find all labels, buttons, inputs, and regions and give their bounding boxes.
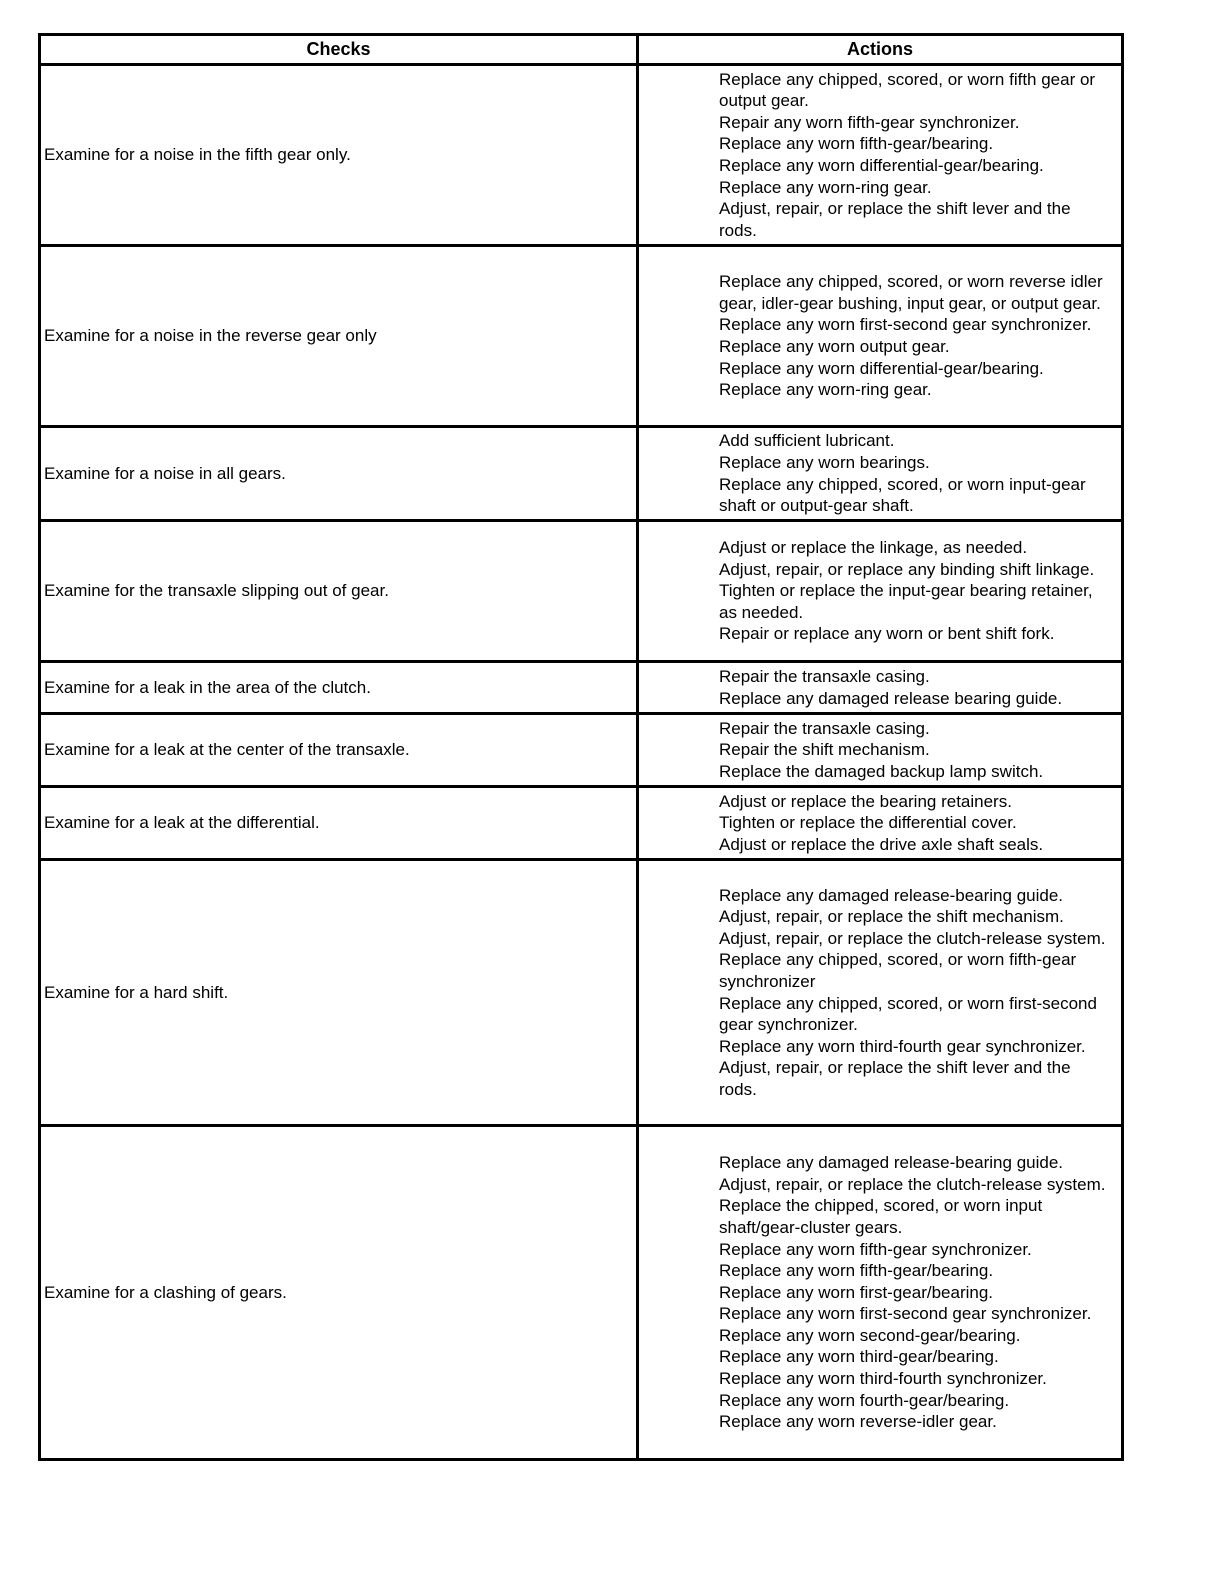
table-row	[40, 1126, 1123, 1460]
table-body	[40, 65, 1123, 1460]
action-item: Replace any worn fifth-gear/bearing.	[719, 134, 994, 154]
check-cell: Examine for a noise in the reverse gear only	[40, 246, 638, 427]
actions-cell	[638, 521, 1123, 662]
actions-cell	[638, 65, 1123, 246]
action-item: Tighten or replace the differential cover.	[719, 813, 1017, 833]
action-item: Repair or replace any worn or bent shift fork.	[719, 624, 1055, 644]
table-row	[40, 65, 1123, 246]
table-row	[40, 246, 1123, 427]
check-cell: Examine for a hard shift.	[40, 860, 638, 1126]
action-item: Replace any worn second-gear/bearing.	[719, 1325, 1021, 1345]
action-item: Replace any worn first-second gear synchronizer.	[719, 315, 1092, 335]
check-cell: Examine for a noise in the fifth gear only.	[40, 65, 638, 246]
action-item: Tighten or replace the input-gear bearing retainer, as needed.	[719, 581, 1093, 622]
actions-column-header: Actions	[638, 35, 1123, 65]
checks-column-header: Checks	[40, 35, 638, 65]
actions-cell	[638, 246, 1123, 427]
action-item: Replace any worn first-second gear synchronizer.	[719, 1304, 1092, 1324]
action-item: Replace any damaged release-bearing guide.	[719, 1153, 1064, 1173]
action-item: Replace any chipped, scored, or worn reverse idler gear, idler-gear bushing, input gear, or output gear.	[719, 272, 1103, 313]
action-item: Replace any worn third-fourth synchronizer.	[719, 1369, 1047, 1389]
action-item: Replace any damaged release-bearing guide.	[719, 885, 1064, 905]
table-row	[40, 787, 1123, 860]
troubleshooting-table	[38, 33, 1124, 1461]
table-row	[40, 860, 1123, 1126]
table-row	[40, 521, 1123, 662]
action-item: Replace any chipped, scored, or worn fifth-gear synchronizer	[719, 950, 1077, 991]
action-item: Add sufficient lubricant.	[719, 431, 895, 451]
action-item: Replace any worn third-fourth gear synchronizer.	[719, 1036, 1086, 1056]
check-cell: Examine for a clashing of gears.	[40, 1126, 638, 1460]
check-cell: Examine for a leak at the center of the transaxle.	[40, 714, 638, 787]
action-item: Replace any worn fifth-gear/bearing.	[719, 1261, 994, 1281]
action-item: Replace any chipped, scored, or worn input-gear shaft or output-gear shaft.	[719, 474, 1086, 516]
action-item: Repair the transaxle casing.	[719, 666, 930, 686]
action-item: Adjust, repair, or replace the shift lever and the rods.	[719, 1058, 1071, 1099]
action-item: Adjust or replace the bearing retainers.	[719, 791, 1012, 811]
check-cell: Examine for a leak at the differential.	[40, 787, 638, 860]
action-item: Replace any worn-ring gear.	[719, 380, 932, 400]
action-item: Adjust, repair, or replace the shift mechanism.	[719, 907, 1064, 927]
action-item: Replace any worn differential-gear/bearing.	[719, 156, 1044, 175]
action-item: Adjust or replace the drive axle shaft seals.	[719, 834, 1044, 854]
action-item: Adjust, repair, or replace the clutch-release system.	[719, 1174, 1106, 1194]
table-row	[40, 662, 1123, 714]
action-item: Adjust, repair, or replace the clutch-release system.	[719, 928, 1106, 948]
header-row	[40, 35, 1123, 65]
action-item: Replace any worn differential-gear/bearing.	[719, 358, 1044, 378]
actions-cell	[638, 714, 1123, 787]
action-item: Replace any worn reverse-idler gear.	[719, 1412, 997, 1432]
actions-cell	[638, 860, 1123, 1126]
action-item: Replace any worn bearings.	[719, 452, 930, 472]
action-item: Replace any worn fourth-gear/bearing.	[719, 1390, 1010, 1410]
action-item: Replace any chipped, scored, or worn first-second gear synchronizer.	[719, 993, 1097, 1035]
action-item: Repair any worn fifth-gear synchronizer.	[719, 112, 1020, 132]
actions-cell	[638, 1126, 1123, 1460]
action-item: Replace any worn-ring gear.	[719, 177, 932, 197]
action-item: Replace the chipped, scored, or worn input shaft/gear-cluster gears.	[719, 1196, 1043, 1237]
action-item: Replace any worn fifth-gear synchronizer.	[719, 1239, 1032, 1259]
table-row	[40, 427, 1123, 521]
action-item: Repair the transaxle casing.	[719, 718, 930, 738]
table-row	[40, 714, 1123, 787]
action-item: Replace any damaged release bearing guide.	[719, 688, 1063, 708]
action-item: Replace any worn output gear.	[719, 337, 950, 356]
check-cell: Examine for the transaxle slipping out of gear.	[40, 521, 638, 662]
actions-cell	[638, 427, 1123, 521]
action-item: Replace any worn first-gear/bearing.	[719, 1282, 994, 1302]
check-cell: Examine for a leak in the area of the clutch.	[40, 662, 638, 714]
action-item: Replace any chipped, scored, or worn fifth gear or output gear.	[719, 69, 1096, 111]
action-item: Adjust, repair, or replace the shift lever and the rods.	[719, 199, 1071, 240]
actions-cell	[638, 787, 1123, 860]
check-cell: Examine for a noise in all gears.	[40, 427, 638, 521]
action-item: Replace any worn third-gear/bearing.	[719, 1347, 999, 1367]
action-item: Repair the shift mechanism.	[719, 740, 930, 760]
actions-cell	[638, 662, 1123, 714]
action-item: Adjust, repair, or replace any binding shift linkage.	[719, 559, 1095, 579]
action-item: Replace the damaged backup lamp switch.	[719, 761, 1044, 781]
action-item: Adjust or replace the linkage, as needed.	[719, 538, 1028, 558]
